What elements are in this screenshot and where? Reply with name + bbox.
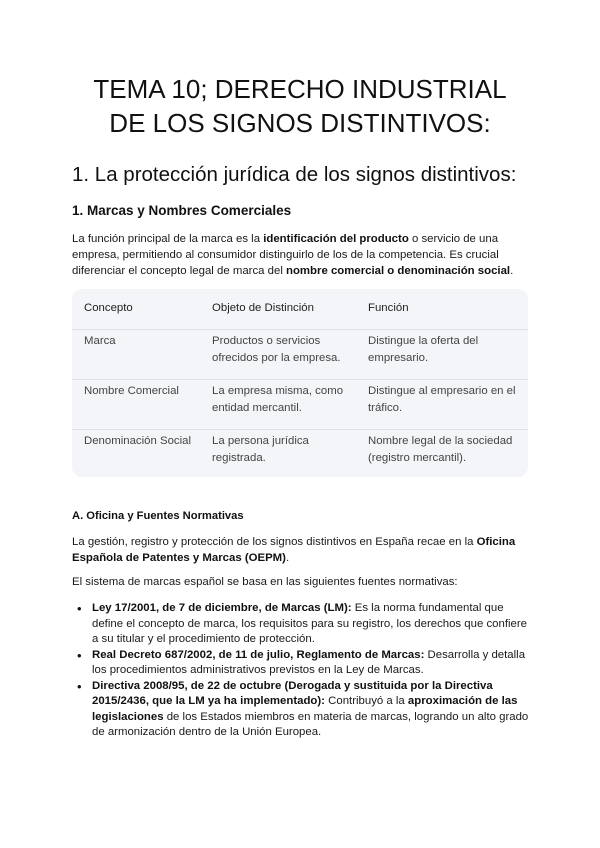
section-heading: 1. La protección jurídica de los signos distintivos: xyxy=(72,163,517,186)
table-cell: Distingue la oferta del empresario. xyxy=(368,335,479,364)
fuentes-list xyxy=(72,601,530,741)
table-cell: La empresa misma, como entidad mercantil. xyxy=(212,385,344,414)
list-item-text: Es la norma fundamental que define el concepto de marca, los requisitos para su registro, los derechos que confiere a su titular y el procedimiento de protección. xyxy=(92,602,527,645)
sub-heading-a: A. Oficina y Fuentes Normativas xyxy=(72,510,244,522)
fuentes-intro: El sistema de marcas español se basa en las siguientes fuentes normativas: xyxy=(72,576,458,588)
intro-bold-2: nombre comercial o denominación social xyxy=(286,265,511,277)
intro-text-3: . xyxy=(510,265,514,277)
table-row xyxy=(72,379,528,430)
table-header-cell: Objeto de Distinción xyxy=(212,302,314,314)
intro-text-1: La función principal de la marca es la xyxy=(72,233,264,245)
list-item-bold: Ley 17/2001, de 7 de diciembre, de Marcas (LM): xyxy=(92,602,352,614)
comparison-table xyxy=(72,289,528,477)
document-title xyxy=(40,72,560,140)
list-item-text: Contribuyó a la xyxy=(324,695,408,707)
intro-paragraph xyxy=(72,231,530,279)
title-line-1: TEMA 10; DERECHO INDUSTRIAL xyxy=(93,74,507,104)
list-item-text: de los Estados miembros en materia de marcas, logrando un alto grado de armonización dentro de la Unión Europea. xyxy=(92,710,529,738)
table-cell: Marca xyxy=(84,335,116,347)
intro-bold-1: identificación del producto xyxy=(263,233,409,245)
table-cell: Denominación Social xyxy=(84,435,192,447)
list-item xyxy=(72,648,530,679)
list-item-bold: Directiva 2008/95, de 22 de octubre (Derogada y sustituida por la Directiva 2015/2436, que la LM ya ha implementado): xyxy=(92,679,493,707)
table-cell: Nombre Comercial xyxy=(84,385,179,397)
oficina-text-2: . xyxy=(285,552,290,564)
table-cell: Productos o servicios ofrecidos por la empresa. xyxy=(212,335,341,364)
oficina-text-1: La gestión, registro y protección de los signos distintivos en España recae en la xyxy=(72,536,477,548)
table-row xyxy=(72,429,528,477)
table-cell: Nombre legal de la sociedad (registro mercantil). xyxy=(368,435,513,464)
subsection-heading: 1. Marcas y Nombres Comerciales xyxy=(72,203,292,218)
list-item-bold: aproximación de las legislaciones xyxy=(92,695,518,723)
table-header-row xyxy=(72,289,528,329)
table-cell: La persona jurídica registrada. xyxy=(212,435,309,464)
intro-text-2: o servicio de una empresa, permitiendo al consumidor distinguirlo de los de la competencia. Es crucial diferenciar el concepto legal de marca del xyxy=(72,233,499,277)
oficina-bold: Oficina Española de Patentes y Marcas (OEPM) xyxy=(72,536,516,564)
list-item xyxy=(72,679,530,741)
table-row xyxy=(72,329,528,380)
table-header-cell: Función xyxy=(368,302,409,314)
list-item xyxy=(72,601,530,648)
oficina-paragraph xyxy=(72,534,530,566)
list-item-text: Desarrolla y detalla los procedimientos administrativos previstos en la Ley de Marcas. xyxy=(92,648,526,676)
title-line-2: DE LOS SIGNOS DISTINTIVOS: xyxy=(109,108,491,138)
table-header-cell: Concepto xyxy=(84,302,133,314)
list-item-bold: Real Decreto 687/2002, de 11 de julio, Reglamento de Marcas: xyxy=(92,648,425,661)
table-cell: Distingue al empresario en el tráfico. xyxy=(368,385,516,414)
